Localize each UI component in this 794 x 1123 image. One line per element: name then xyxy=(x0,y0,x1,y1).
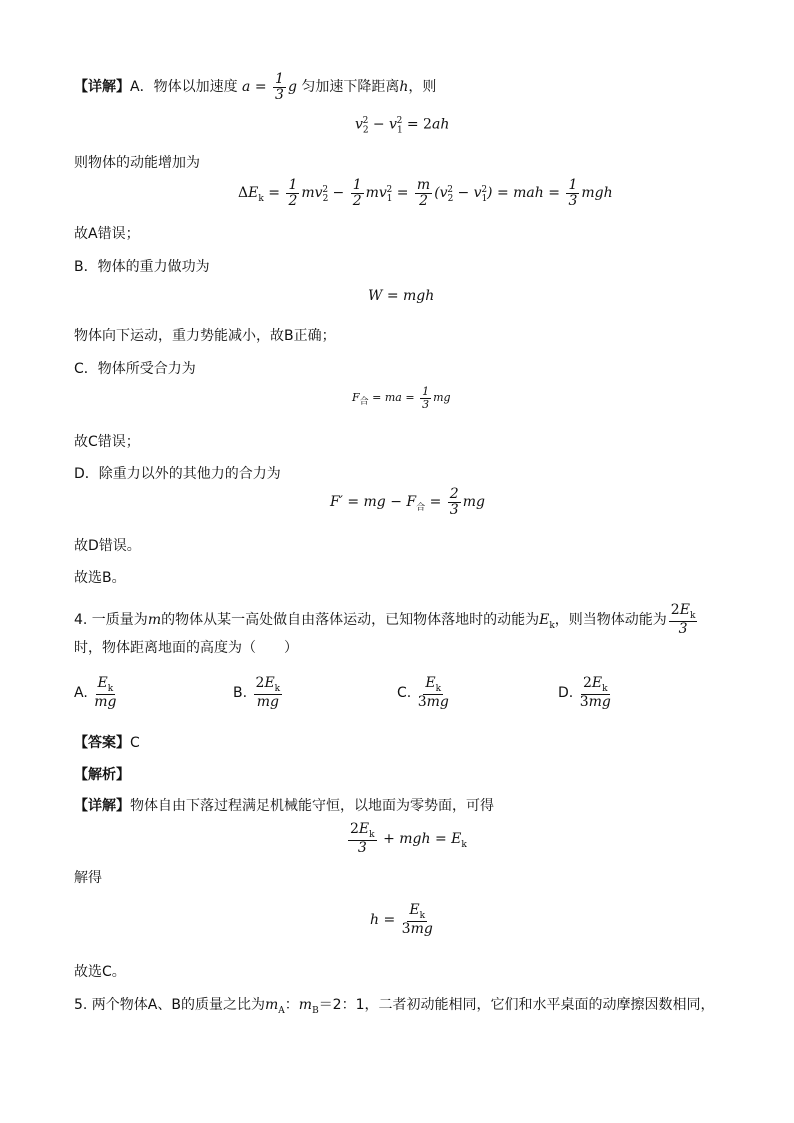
eq-work: W = mgh xyxy=(368,288,435,304)
text: 的物体从某一高处做自由落体运动，已知物体落地时的动能为 xyxy=(161,611,540,628)
text: 4. 一质量为 xyxy=(74,611,148,628)
eq-a: a = $\frac{1}{3}$ g xyxy=(242,71,297,103)
option-d[interactable]: D. $\frac{2E_k}{3mg}$ xyxy=(558,675,611,711)
var-h: h xyxy=(399,79,409,96)
option-b[interactable]: B. $\frac{2E_k}{mg}$ xyxy=(233,675,281,711)
option-c[interactable]: C. $\frac{E_k}{3mg}$ xyxy=(397,675,449,711)
text: 物体自由下落过程满足机械能守恒，以地面为零势面，可得 xyxy=(130,798,494,814)
var-m: m xyxy=(147,611,162,628)
line-a-wrong: 故A错误； xyxy=(74,226,140,242)
line-choose-c: 故选C。 xyxy=(74,964,126,980)
eq-other-force: F′ = mg − $F_合$ = $\frac{2}{3}$ mg xyxy=(330,486,485,518)
analysis-tag: 【解析】 xyxy=(74,767,130,783)
option-label: B. xyxy=(233,684,248,701)
line-d: D．除重力以外的其他力的合力为 xyxy=(74,466,281,482)
var-ma: $m_A$ xyxy=(265,997,285,1016)
line-b: B．物体的重力做功为 xyxy=(74,259,210,275)
question-5-line1 xyxy=(74,995,715,1021)
text: 5. 两个物体A、B的质量之比为 xyxy=(74,997,265,1013)
option-label: D. xyxy=(558,684,574,701)
eq-net-force: $F_合$ = ma = $\frac{1}{3}$ mg xyxy=(352,385,451,411)
text: ，则当物体动能为 xyxy=(554,611,667,628)
detail-line-a xyxy=(74,72,436,102)
option-label: A. xyxy=(74,684,88,701)
text: ，则 xyxy=(408,79,437,96)
var-ek: $E_k$ xyxy=(539,611,555,631)
var-mb: $m_B$ xyxy=(298,997,319,1016)
eq-h: h = $\frac{E_k}{3mg}$ xyxy=(370,902,433,938)
line-increase: 则物体的动能增加为 xyxy=(74,155,200,171)
question-4-line2: 时，物体距离地面的高度为（ ） xyxy=(74,640,298,656)
frac-2ek-3: $\frac{2E_k}{3}$ xyxy=(670,602,696,638)
option-label: C. xyxy=(397,684,412,701)
line-c: C．物体所受合力为 xyxy=(74,361,196,377)
text: 匀加速下降距离 xyxy=(301,79,400,96)
option-a[interactable]: A. $\frac{E_k}{mg}$ xyxy=(74,675,117,711)
question-4-line1 xyxy=(74,603,699,637)
line-b2: 物体向下运动，重力势能减小，故B正确； xyxy=(74,328,336,344)
line-choose-b: 故选B。 xyxy=(74,570,126,586)
line-d-wrong: 故D错误。 xyxy=(74,538,141,554)
eq-energy-conservation: $\frac{2E_k}{3}$ + mgh = $E_k$ xyxy=(350,821,467,857)
text: A．物体以加速度 xyxy=(130,79,238,96)
answer-tag: 【答案】 xyxy=(74,735,130,751)
eq-kinematic: $v_2^2 - v_1^2 = 2ah$ xyxy=(355,116,450,136)
detail-2-line xyxy=(74,796,494,816)
text: ＝2：1，二者初动能相同，它们和水平桌面的动摩擦因数相同， xyxy=(318,997,715,1013)
line-solve: 解得 xyxy=(74,870,102,886)
text: ： xyxy=(284,997,299,1013)
line-c-wrong: 故C错误； xyxy=(74,434,140,450)
answer-value: C xyxy=(130,735,140,751)
detail-tag: 【详解】 xyxy=(74,798,130,814)
answer-line xyxy=(74,733,140,753)
eq-delta-ek: $\Delta E_k$ = $\frac{1}{2}$ $mv_2^2$ − $\frac{1}{2}$ $mv_1^2$ = $\frac{m}{2}$ $(v_2^2 - v_1^2)$ = mah = $\frac{1}{3}$ mgh xyxy=(238,177,613,209)
detail-tag: 【详解】 xyxy=(74,79,130,96)
